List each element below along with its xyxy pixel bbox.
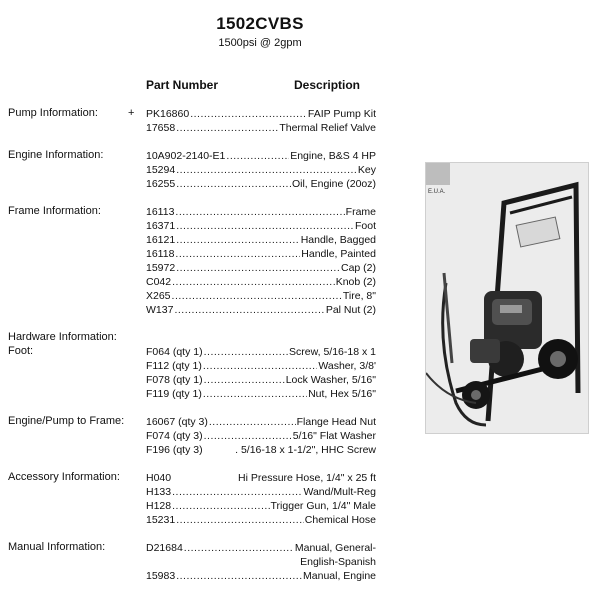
parts-line <box>146 149 376 163</box>
parts-line <box>146 121 376 135</box>
part-description: Manual, General- <box>294 542 376 554</box>
parts-line <box>146 247 376 261</box>
part-description: Thermal Relief Valve <box>279 122 376 134</box>
part-description: Flange Head Nut <box>296 416 376 428</box>
part-number: 16118 <box>146 248 175 260</box>
part-number: 16371 <box>146 220 176 232</box>
part-description: Frame <box>345 206 376 218</box>
parts-line <box>146 541 376 555</box>
parts-line <box>146 471 376 485</box>
parts-line <box>146 373 376 387</box>
parts-line <box>146 219 376 233</box>
part-number: 15231 <box>146 514 176 526</box>
part-number: 10A902-2140-E1 <box>146 150 226 162</box>
photo-badge-text: E.U.A. <box>428 189 446 195</box>
part-description: Key <box>357 164 376 176</box>
part-number: 15983 <box>146 570 176 582</box>
part-number: X265 <box>146 290 171 302</box>
column-header-part-number: Part Number <box>146 78 219 92</box>
part-description: Nut, Hex 5/16" <box>308 388 376 400</box>
parts-line <box>146 289 376 303</box>
parts-line <box>146 429 376 443</box>
part-number: 16255 <box>146 178 176 190</box>
section-label-accessory: Accessory Information: <box>8 471 120 483</box>
section-sublabel-foot: Foot: <box>8 345 34 357</box>
part-description: Screw, 5/16-18 x 1 <box>289 346 376 358</box>
part-number: F064 (qty 1) <box>146 346 203 358</box>
section-label-engine: Engine Information: <box>8 149 104 161</box>
parts-line <box>146 513 376 527</box>
part-number: 15294 <box>146 164 176 176</box>
parts-line <box>146 107 376 121</box>
part-description: Wand/Mult-Reg <box>303 486 376 498</box>
part-number: D21684 <box>146 542 183 554</box>
parts-line <box>146 233 376 247</box>
part-description: Trigger Gun, 1/4" Male <box>270 500 376 512</box>
part-number: C042 <box>146 276 172 288</box>
part-number: 16121 <box>146 234 176 246</box>
parts-line <box>146 303 376 317</box>
parts-line <box>146 177 376 191</box>
column-header-description: Description <box>294 78 361 92</box>
part-description: Pal Nut (2) <box>325 304 376 316</box>
part-description: Hi Pressure Hose, 1/4" x 25 ft <box>238 472 376 484</box>
parts-line <box>146 345 376 359</box>
part-number: H133 <box>146 486 172 498</box>
parts-line <box>146 205 376 219</box>
part-description: Knob (2) <box>335 276 376 288</box>
part-description: Oil, Engine (20oz) <box>291 178 376 190</box>
part-description: . 5/16-18 x 1-1/2", HHC Screw <box>235 444 376 456</box>
part-number: F112 (qty 1) <box>146 360 202 372</box>
part-number: 15972 <box>146 262 176 274</box>
part-number: H040 <box>146 472 172 484</box>
parts-line <box>146 275 376 289</box>
part-number: F078 (qty 1) <box>146 374 203 386</box>
part-description: Chemical Hose <box>304 514 376 526</box>
parts-line <box>146 415 376 429</box>
section-label-hardware: Hardware Information: <box>8 331 117 343</box>
part-description: Lock Washer, 5/16" <box>285 374 376 386</box>
pump-kit-marker: + <box>128 107 135 119</box>
parts-line <box>146 261 376 275</box>
part-number: F119 (qty 1) <box>146 388 202 400</box>
parts-line <box>146 163 376 177</box>
section-label-frame: Frame Information: <box>8 205 101 217</box>
part-number: 17658 <box>146 122 176 134</box>
page-title: 1502CVBS <box>216 14 304 33</box>
parts-line <box>146 359 376 373</box>
parts-line <box>146 499 376 513</box>
section-label-pump: Pump Information: <box>8 107 98 119</box>
part-number: 16067 (qty 3) <box>146 416 208 428</box>
part-description-continued: English-Spanish <box>300 556 376 568</box>
parts-line <box>146 443 376 457</box>
part-number: H128 <box>146 500 172 512</box>
part-number: 16113 <box>146 206 175 218</box>
section-label-engine-pump: Engine/Pump to Frame: <box>8 415 125 427</box>
part-description: Manual, Engine <box>303 570 376 582</box>
parts-line <box>146 485 376 499</box>
parts-line <box>146 569 376 583</box>
part-description: Washer, 3/8' <box>318 360 376 372</box>
part-description: FAIP Pump Kit <box>307 108 376 120</box>
part-description: Engine, B&S 4 HP <box>290 150 376 162</box>
section-label-manual: Manual Information: <box>8 541 106 553</box>
part-description: Tire, 8" <box>342 290 376 302</box>
part-number: F074 (qty 3) <box>146 430 203 442</box>
part-description: Handle, Bagged <box>300 234 376 246</box>
product-photo <box>425 162 589 434</box>
part-number: PK16860 <box>146 108 190 120</box>
parts-line <box>146 387 376 401</box>
part-description: Cap (2) <box>340 262 376 274</box>
part-description: Foot <box>354 220 376 232</box>
pressure-washer-image <box>426 163 588 433</box>
part-description: Handle, Painted <box>301 248 376 260</box>
part-number: W137 <box>146 304 174 316</box>
page-subtitle: 1500psi @ 2gpm <box>218 37 302 49</box>
part-number: F196 (qty 3) <box>146 444 203 456</box>
part-description: 5/16" Flat Washer <box>292 430 376 442</box>
